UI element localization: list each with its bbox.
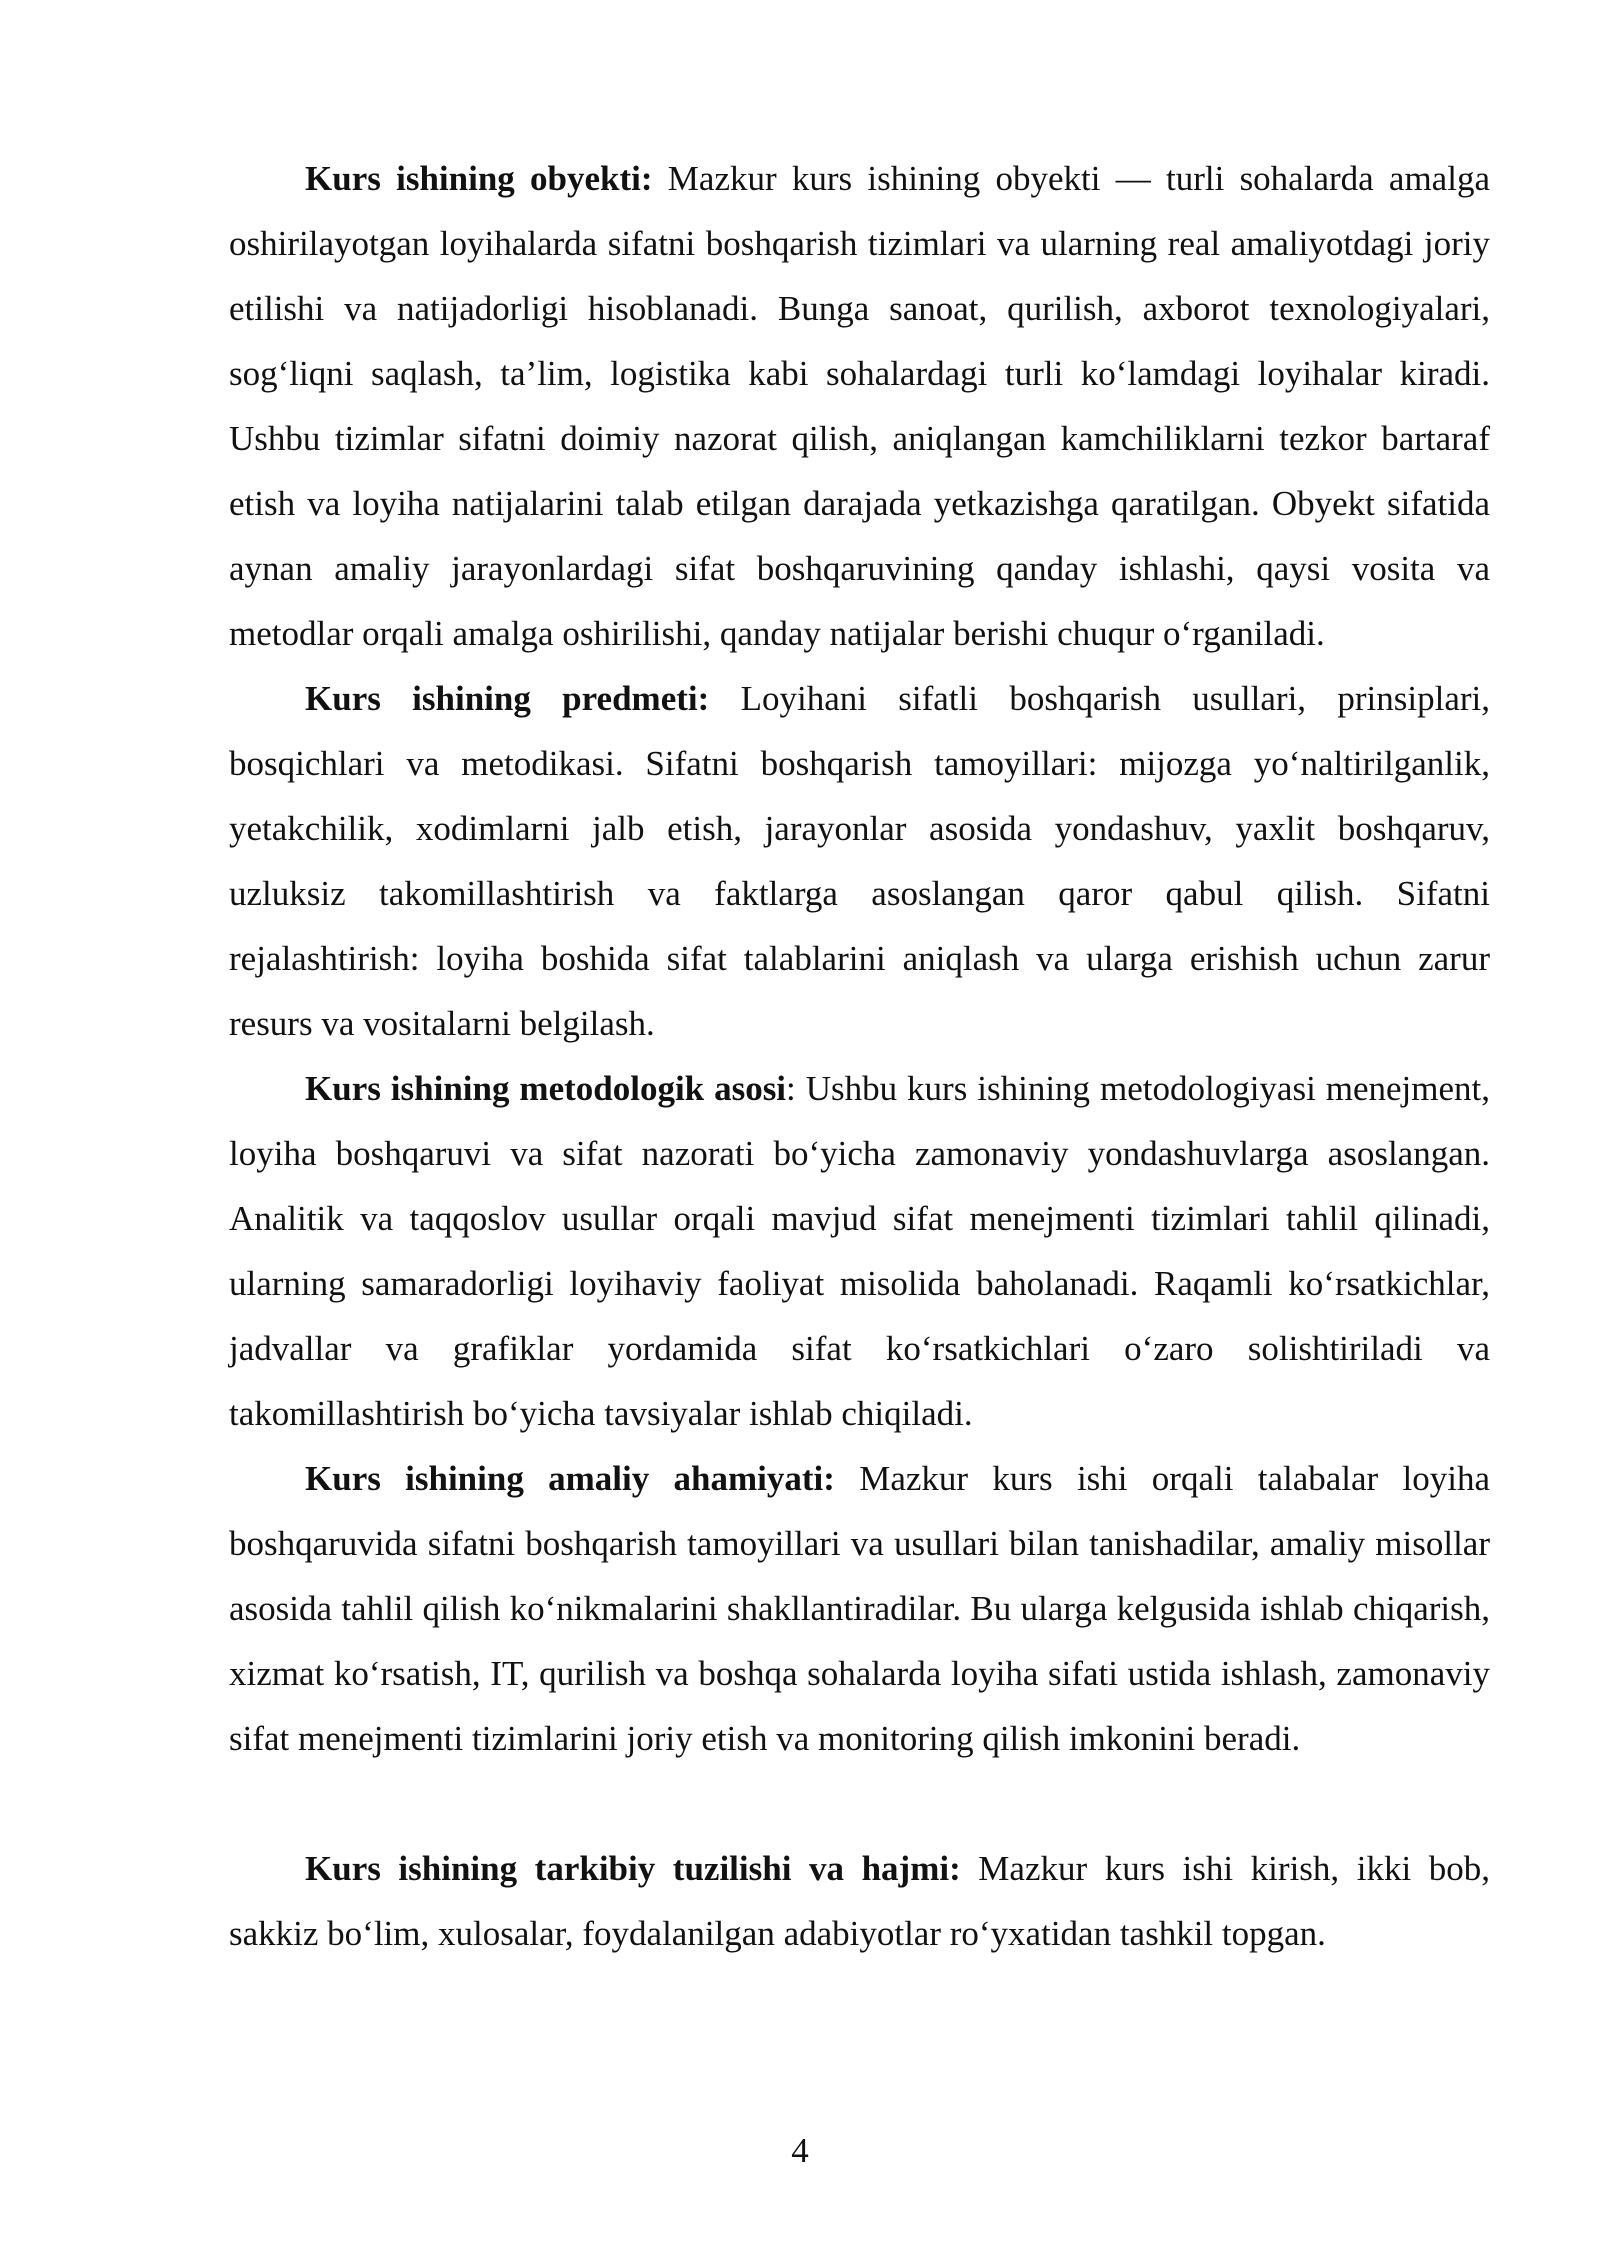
paragraph-methodology (229, 1056, 1490, 1446)
paragraph-subject (229, 666, 1490, 1056)
paragraph-text: Mazkur kurs ishi kirish, ikki bob, sakkiz bo‘lim, xulosalar, foydalanilgan adabiyotlar ro‘yxatidan tashkil topgan. (229, 1849, 1490, 1953)
paragraph-structure (229, 1836, 1490, 1966)
paragraph-label: Kurs ishining amaliy ahamiyati: (305, 1459, 835, 1498)
paragraph-spacer (229, 1771, 1490, 1836)
paragraph-object (229, 146, 1490, 666)
paragraph-label: Kurs ishining tarkibiy tuzilishi va hajmi: (305, 1849, 961, 1888)
paragraph-text: : Ushbu kurs ishining metodologiyasi menejment, loyiha boshqaruvi va sifat nazorati bo‘yicha zamonaviy yondashuvlarga asoslangan. Analitik va taqqoslov usullar orqali mavjud sifat menejmenti tizimlari tahlil qilinadi, ularning samaradorligi loyihaviy faoliyat misolida baholanadi. Raqamli ko‘rsatkichlar, jadvallar va grafiklar yordamida sifat ko‘rsatkichlari o‘zaro solishtiriladi va takomillashtirish bo‘yicha tavsiyalar ishlab chiqiladi. (229, 1069, 1490, 1433)
paragraph-practical-significance (229, 1446, 1490, 1771)
paragraph-text: Mazkur kurs ishining obyekti — turli sohalarda amalga oshirilayotgan loyihalarda sifatni boshqarish tizimlari va ularning real amaliyotdagi joriy etilishi va natijadorligi hisoblanadi. Bunga sanoat, qurilish, axborot texnologiyalari, sog‘liqni saqlash, ta’lim, logistika kabi sohalardagi turli ko‘lamdagi loyihalar kiradi. Ushbu tizimlar sifatni doimiy nazorat qilish, aniqlangan kamchiliklarni tezkor bartaraf etish va loyiha natijalarini talab etilgan darajada yetkazishga qaratilgan. Obyekt sifatida aynan amaliy jarayonlardagi sifat boshqaruvining qanday ishlashi, qaysi vosita va metodlar orqali amalga oshirilishi, qanday natijalar berishi chuqur o‘rganiladi. (229, 159, 1490, 653)
paragraph-label: Kurs ishining predmeti: (305, 679, 710, 718)
page-number: 4 (791, 2131, 809, 2170)
paragraph-label: Kurs ishining obyekti: (305, 159, 653, 198)
paragraph-label: Kurs ishining metodologik asosi (305, 1069, 787, 1108)
body-text (229, 146, 1490, 1966)
paragraph-text: Mazkur kurs ishi orqali talabalar loyiha boshqaruvida sifatni boshqarish tamoyillari va usullari bilan tanishadilar, amaliy misollar asosida tahlil qilish ko‘nikmalarini shakllantiradilar. Bu ularga kelgusida ishlab chiqarish, xizmat ko‘rsatish, IT, qurilish va boshqa sohalarda loyiha sifati ustida ishlash, zamonaviy sifat menejmenti tizimlarini joriy etish va monitoring qilish imkonini beradi. (229, 1459, 1490, 1758)
paragraph-text: Loyihani sifatli boshqarish usullari, prinsiplari, bosqichlari va metodikasi. Sifatni boshqarish tamoyillari: mijozga yo‘naltirilganlik, yetakchilik, xodimlarni jalb etish, jarayonlar asosida yondashuv, yaxlit boshqaruv, uzluksiz takomillashtirish va faktlarga asoslangan qaror qabul qilish. Sifatni rejalashtirish: loyiha boshida sifat talablarini aniqlash va ularga erishish uchun zarur resurs va vositalarni belgilash. (229, 679, 1490, 1043)
